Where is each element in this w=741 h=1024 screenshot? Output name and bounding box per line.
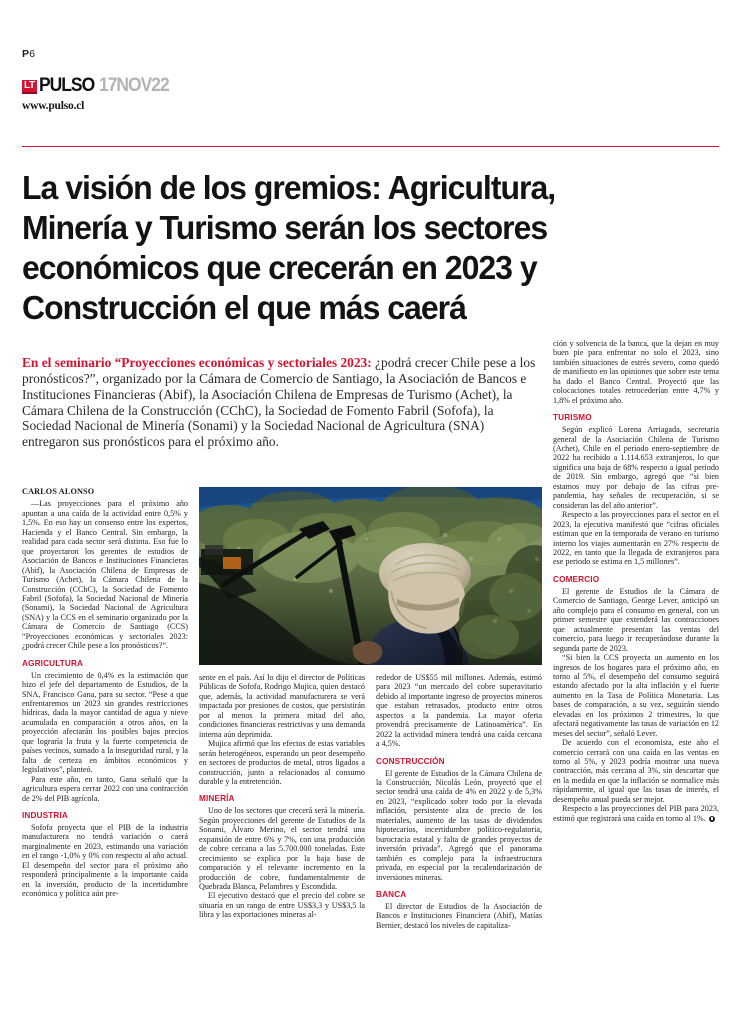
lead-paragraph: [22, 355, 538, 449]
article-byline: CARLOS ALONSO: [22, 487, 95, 496]
body-paragraph: Sofofa proyecta que el PIB de la industria manufacturera no tendrá variación o caerá marginalmente en 2023, estimando una variación en el rango -1,0% y 0% con respecto al año actual. El desempeño del sector para el próximo año responderá principalmente a la importante caída en la inversión, producto de la incertidumbre económica y política aún pre-: [22, 822, 188, 899]
photo-spacer: [376, 487, 542, 673]
body-paragraph: rededor de US$55 mil millones. Además, estimó para 2023 “un mercado del cobre superavitario debido al importante ingreso de proyectos mineros que estaban retrasados, producto entre otros aspectos a la pandemia. La mayor oferta provendrá precisamente de Latinoamérica”. En 2022 la actividad minera tendrá una caída cercana a 4,5%.: [376, 673, 542, 749]
page-title: La visión de los gremios: Agricultura, Minería y Turismo serán los sectores económicos que crecerán en 2023 y Construcción el que más caerá: [22, 170, 556, 328]
section-kicker: CONSTRUCCIÓN: [376, 756, 445, 766]
body-paragraph: Según explicó Lorena Arriagada, secretaria general de la Asociación Chilena de Turismo (Achet), Chile en el periodo enero-septiembre de 2022 ha recibido a 1.114.653 extranjeros, lo que significa una baja de 68% respecto a igual periodo de 2019. Sin embargo, agregó que “si bien estamos muy por debajo de las cifras pre-pandemia, hay señales de recuperación, si se consideran las del año anterior”.: [553, 425, 719, 510]
body-paragraph: “Si bien la CCS proyecta un aumento en los ingresos de los hogares para el próximo año, en torno al 5%, el desempeño del consumo seguirá estando afectado por la alta inflación y el fuerte aumento en la Tasa de Política Monetaria. Las bases de comparación, a su vez, seguirán siendo elevadas en los próximos 2 trimestres, lo que afectará negativamente las tasas de variación en 12 meses del sector”, señaló Lever.: [553, 653, 719, 738]
lead-rest: ¿podrá crecer Chile pese a los pronósticos?”, organizado por la Cámara de Comercio de Santiago, la Asociación de Bancos e Instituciones Financieras (Abif), la Asociación Chilena de Empresas de Turismo (Achet), la Cámara Chilena de la Construcción (CChC), la Sociedad de Fomento Fabril (Sofofa), la Sociedad Nacional de Minería (Sonami) y la Sociedad Nacional de Agricultura (SNA) entregaron sus pronósticos para el próximo año.: [22, 355, 536, 449]
header-divider: [22, 146, 719, 147]
text-column-4: [553, 339, 719, 1007]
body-paragraph: El gerente de Estudios de la Cámara de Comercio de Santiago, George Lever, anticipó un año complejo para el consumo en general, con un primer semestre que extenderá las contracciones que actualmente presentan las ventas del comercio, para luego ir recuperándose durante la segunda parte de 2023.: [553, 586, 719, 653]
body-paragraph: El ejecutivo destacó que el precio del cobre se situaría en un rango de entre US$3,3 y US$3,5 la libra y las exportaciones mineras al-: [199, 891, 365, 920]
photo-spacer: [199, 487, 365, 673]
body-paragraph: ción y solvencia de la banca, que la dejan en muy buen pie para enfrentar no solo el 2023, sino también situaciones de estrés severo, como quedó de manifiesto en las opiniones que sobre este tema ha dado el Banco Central. Proyectó que las colocaciones totales retrocederían entre 4,7% y 1,8% el próximo año.: [553, 339, 719, 405]
section-kicker: INDUSTRIA: [22, 811, 68, 820]
body-paragraph: —Las proyecciones para el próximo año apuntan a una caída de la actividad entre 0,5% y 1,5%. En eso hay un consenso entre los expertos, Hacienda y el Banco Central. Sin embargo, la realidad para cada sector será distinta. Eso fue lo que proyectaron los gerentes de estudios de Asociación de Bancos e Instituciones Financieras (Abif), la Asociación Chilena de Empresas de Turismo (Achet), la Cámara Chilena de la Construcción (CChC), la Sociedad de Fomento Fabril (Sofofa), la Sociedad Nacional de Minería (Sonami), la Sociedad Nacional de Agricultura (SNA) y la CCS en el seminario organizado por la Cámara de Comercio de Santiago (CCS) “Proyecciones económicas y sectoriales 2023: ¿podrá crecer Chile pese a los pronósticos?”.: [22, 499, 188, 651]
brand-name: PULSO: [38, 75, 94, 96]
text-column-3: [376, 487, 542, 930]
lt-badge-icon: LT: [22, 80, 37, 94]
body-paragraph: Para este año, en tanto, Gana señaló que la agricultura espera cerrar 2022 con una contracción de 2% del PIB agrícola.: [22, 774, 188, 803]
body-paragraph: El director de Estudios de la Asociación de Bancos e Instituciones Financiera (Abif), Matías Bernier, destacó los niveles de capitaliza-: [376, 901, 542, 930]
text-column-2: [199, 487, 365, 920]
body-paragraph: El gerente de Estudios de la Cámara Chilena de la Construcción, Nicolás León, proyectó que el sector tendrá una caída de 4% en 2022 y de 5,3% en 2023, “explicado sobre todo por la elevada inflación, persistente alza de precio de los materiales, aumento de las tasas de dividendos hipotecarios, incertidumbre político-regulatoria, burocracia estatal y falta de grandes proyectos de inversión privada”. Agregó que el panorama también es complejo para la infraestructura privada, en especial por la recalendarización de inversiones mineras.: [376, 768, 542, 882]
issue-date: 17NOV22: [98, 75, 169, 96]
folio-number: 6: [29, 48, 36, 60]
section-kicker: AGRICULTURA: [22, 658, 84, 668]
body-paragraph: Un crecimiento de 0,4% es la estimación que hizo el jefe del departamento de Estudios, de la SNA, Francisco Gana, para su sector. “Pese a que enfrentaremos un 2023 sin grandes restricciones hídricas, dada la mayor cantidad de agua y nieve acumulada en comparación a otros años, en la proyección afectarán los posibles bajos precios que lograría la fruta y la fuerte competencia de países vecinos, sumado a la inseguridad rural, y la falta de certeza en ámbitos económicos y legislativos”, planteó.: [22, 670, 188, 775]
masthead-logo: [22, 76, 719, 95]
text-column-1: [22, 487, 188, 899]
folio-prefix: P: [22, 48, 30, 60]
website-url: www.pulso.cl: [22, 100, 85, 112]
section-kicker: MINERÍA: [199, 794, 235, 804]
end-of-article-icon: [709, 816, 715, 822]
body-paragraph: Respecto a las proyecciones del PIB para 2023, estimó que registrará una caída en torno al 1%.: [553, 804, 719, 823]
section-kicker: BANCA: [376, 890, 407, 900]
lead-highlight: En el seminario “Proyecciones económicas y sectoriales 2023:: [22, 355, 372, 371]
body-paragraph: Respecto a las proyecciones para el sector en el 2023, la ejecutiva manifestó que “cifras oficiales estiman que en la temporada de verano en turismo interno los viajes aumentarán en 27% respecto de 2022, en tanto que la llegada de extranjeros para ese periodo se estima en 1,5 millones”.: [553, 510, 719, 567]
body-paragraph: De acuerdo con el economista, este año el comercio cerrará con una caída en las ventas en torno al 5%, y 2023 podría mostrar una nueva contracción, más cercana al 3%, sin descartar que en la medida en que la inflación se normalice más rápidamente, al igual que las tasas de interés, el desempeño anual pueda ser mejor.: [553, 738, 719, 804]
body-paragraph: Mujica afirmó que los efectos de estas variables serán heterogéneos, esperando un peor desempeño en sectores de productos de metal, otros ligados a construcción, junto a relacionados al consumo durable y la entretención.: [199, 739, 365, 786]
body-paragraph: Uno de los sectores que crecerá será la minería. Según proyecciones del gerente de Estudios de la Sonami, Álvaro Merino, el sector tendrá una expansión de entre 6% y 7%, con una producción de cobre cercana a las 5.700.000 toneladas. Este crecimiento se explica por la baja base de comparación y el relevante incremento en la producción de cobre, fundamentalmente de Quebrada Blanca, Pelambres y Escondida.: [199, 806, 365, 892]
section-kicker: TURISMO: [553, 413, 592, 423]
section-kicker: COMERCIO: [553, 574, 600, 584]
page-folio: [22, 48, 719, 60]
body-paragraph: sente en el país. Así lo dijo el director de Políticas Públicas de Sofofa, Rodrigo Mujica, quien destacó que, además, la actividad manufacturera se verá impactada por presiones de costos, que persistirán por al menos la primera mitad del año, condiciones financieras restrictivas y una demanda interna aún deprimida.: [199, 673, 365, 739]
